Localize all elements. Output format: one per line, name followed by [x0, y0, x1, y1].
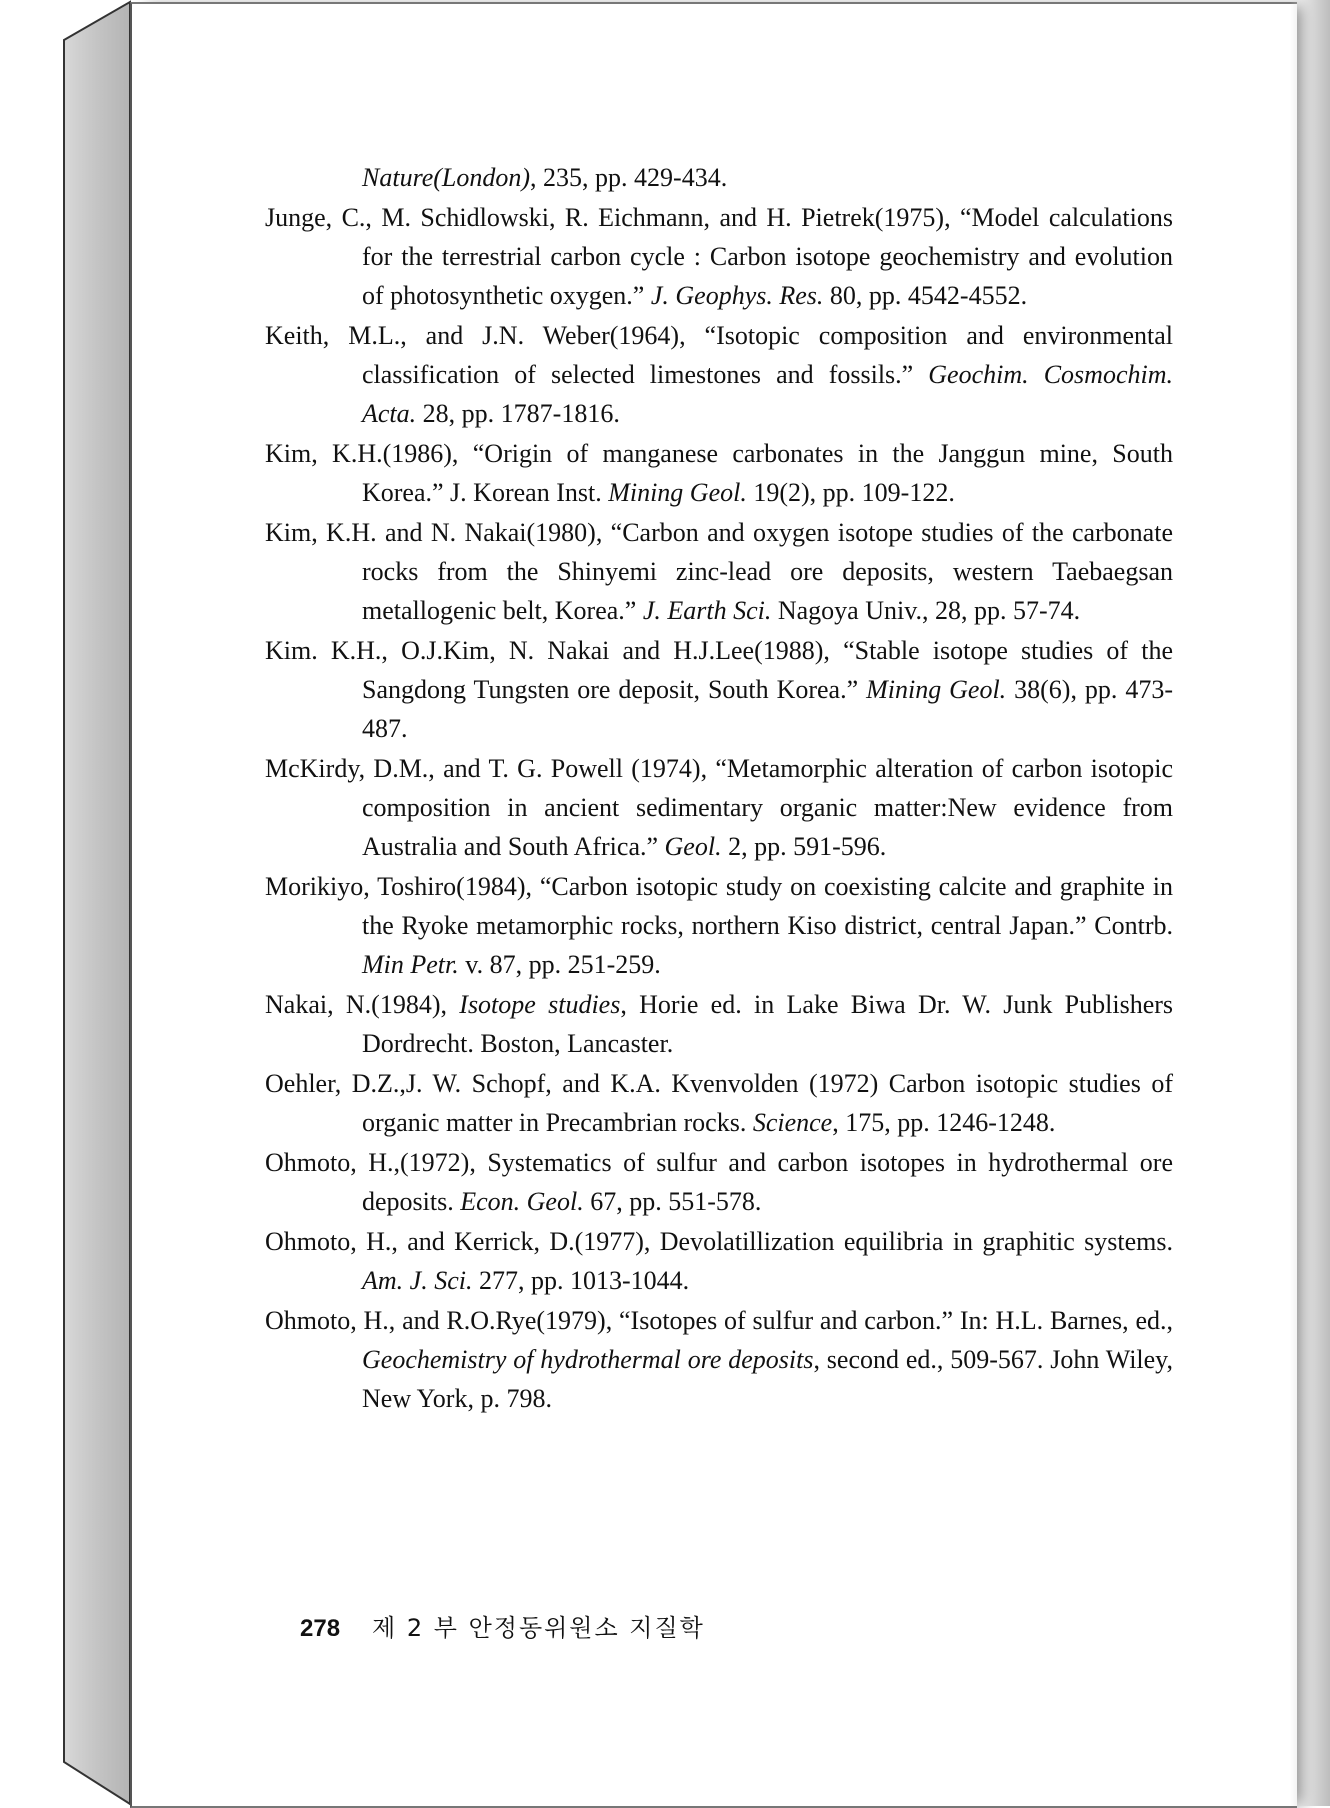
page-edge-shadow: [1290, 0, 1330, 1806]
reference-text: Kim, K.H. and N. Nakai(1980), “Carbon and oxygen isotope studies of the carbonate rocks from the Shinyemi zinc-lead ore deposits, western Taebaegsan metallogenic belt, Korea.”: [265, 518, 1173, 625]
reference-italic-text: Nature(London): [362, 163, 531, 192]
reference-entry: [265, 316, 1173, 433]
reference-entry: [265, 749, 1173, 866]
reference-text: 28, pp. 1787-1816.: [416, 399, 620, 428]
reference-text: v. 87, pp. 251-259.: [458, 950, 661, 979]
reference-italic-text: Mining Geol.: [866, 675, 1007, 704]
reference-entry: [265, 867, 1173, 984]
reference-text: Kim. K.H., O.J.Kim, N. Nakai and H.J.Lee(1988), “Stable isotope studies of the Sangdong Tungsten ore deposit, South Korea.”: [265, 636, 1173, 704]
reference-list: [265, 158, 1173, 1419]
reference-italic-text: Geochemistry of hydrothermal ore deposits: [362, 1345, 814, 1374]
reference-entry: [265, 1064, 1173, 1142]
reference-italic-text: Econ. Geol.: [460, 1187, 584, 1216]
reference-text: , 235, pp. 429-434.: [530, 163, 728, 192]
reference-text: McKirdy, D.M., and T. G. Powell (1974), “Metamorphic alteration of carbon isotopic composition in ancient sedimentary organic matter:New evidence from Australia and South Africa.”: [265, 754, 1173, 861]
reference-text: Kim, K.H.(1986), “Origin of manganese carbonates in the Janggun mine, South Korea.” J. Korean Inst.: [265, 439, 1173, 507]
reference-text: Morikiyo, Toshiro(1984), “Carbon isotopic study on coexisting calcite and graphite in the Ryoke metamorphic rocks, northern Kiso district, central Japan.” Contrb.: [265, 872, 1173, 940]
reference-italic-text: Am. J. Sci.: [362, 1266, 473, 1295]
reference-entry: [265, 1222, 1173, 1300]
reference-italic-text: J. Geophys. Res.: [650, 281, 824, 310]
section-title: 제 2 부 안정동위원소 지질학: [372, 1614, 705, 1642]
reference-text: 67, pp. 551-578.: [583, 1187, 762, 1216]
reference-entry: [265, 1143, 1173, 1221]
reference-text: 277, pp. 1013-1044.: [472, 1266, 690, 1295]
reference-text: Junge, C., M. Schidlowski, R. Eichmann, and H. Pietrek(1975), “Model calculations for the terrestrial carbon cycle : Carbon isotope geochemistry and evolution of photosynthetic oxygen.”: [265, 203, 1173, 310]
reference-italic-text: Isotope studies: [459, 990, 621, 1019]
reference-text: Ohmoto, H., and R.O.Rye(1979), “Isotopes of sulfur and carbon.” In: H.L. Barnes, ed.,: [265, 1306, 1173, 1335]
reference-text: , Horie ed. in Lake Biwa Dr. W. Junk Publishers Dordrecht. Boston, Lancaster.: [362, 990, 1174, 1058]
reference-text: 38(6), pp. 473-487.: [362, 675, 1173, 743]
reference-italic-text: Mining Geol.: [608, 478, 747, 507]
page-footer: [300, 1608, 705, 1643]
reference-entry: [265, 434, 1173, 512]
reference-text: 2, pp. 591-596.: [721, 832, 887, 861]
reference-entry: [265, 1301, 1173, 1418]
reference-text: Oehler, D.Z.,J. W. Schopf, and K.A. Kvenvolden (1972) Carbon isotopic studies of organic matter in Precambrian rocks.: [265, 1069, 1173, 1137]
page-number: 278: [300, 1615, 341, 1642]
reference-italic-text: Science: [752, 1108, 833, 1137]
reference-entry: [265, 985, 1173, 1063]
reference-entry: [265, 158, 1173, 197]
reference-text: , 175, pp. 1246-1248.: [832, 1108, 1056, 1137]
reference-italic-text: Geochim. Cosmochim. Acta.: [362, 360, 1173, 428]
reference-entry: [265, 513, 1173, 630]
reference-italic-text: J. Earth Sci.: [642, 596, 772, 625]
reference-entry: [265, 198, 1173, 315]
reference-entry: [265, 631, 1173, 748]
reference-italic-text: Geol.: [664, 832, 722, 861]
reference-text: , second ed., 509-567. John Wiley, New York, p. 798.: [362, 1345, 1173, 1413]
reference-text: 80, pp. 4542-4552.: [823, 281, 1028, 310]
reference-italic-text: Min Petr.: [362, 950, 459, 979]
reference-text: Ohmoto, H., and Kerrick, D.(1977), Devolatillization equilibria in graphitic systems.: [265, 1227, 1173, 1256]
reference-text: Nakai, N.(1984),: [265, 990, 460, 1019]
reference-text: Nagoya Univ., 28, pp. 57-74.: [771, 596, 1081, 625]
reference-text: Keith, M.L., and J.N. Weber(1964), “Isotopic composition and environmental classification of selected limestones and fossils.”: [265, 321, 1173, 389]
reference-text: 19(2), pp. 109-122.: [746, 478, 955, 507]
reference-text: Ohmoto, H.,(1972), Systematics of sulfur and carbon isotopes in hydrothermal ore deposits.: [265, 1148, 1173, 1216]
